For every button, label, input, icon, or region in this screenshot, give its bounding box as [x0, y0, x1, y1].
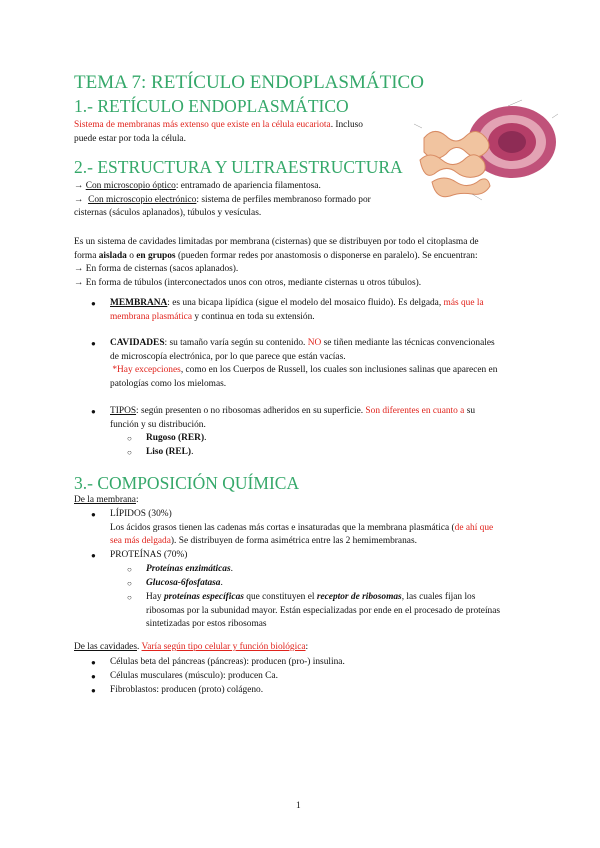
endoplasmic-reticulum-illustration — [412, 98, 560, 202]
s2-microscopy: → Con microscopio óptico: entramado de apariencia filamentosa. → Con microscopio electrónico: sistema de perfiles membranoso formado por cisternas (sáculos aplanados), túbulos y vesículas. — [74, 181, 371, 218]
section-3-heading: 3.- COMPOSICIÓN QUÍMICA — [74, 473, 300, 493]
circle-bullet-icon: ○ — [127, 579, 132, 588]
bullet-icon: ● — [91, 686, 96, 695]
optical-microscope-label: Con microscopio óptico — [85, 181, 176, 191]
bullet-icon: ● — [91, 551, 96, 560]
s1-red-text: Sistema de membranas más extenso que existe en la célula eucariota — [74, 120, 331, 130]
glucosa-6fosfatasa-item: Glucosa-6fosfatasa. — [146, 578, 223, 588]
membrana-item: MEMBRANA: es una bicapa lipídica (sigue el modelo del mosaico fluido). Es delgada, más que la membrana plasmática y continua en toda su extensión. — [110, 298, 484, 322]
circle-bullet-icon: ○ — [127, 593, 132, 602]
cavidades-item: CAVIDADES: su tamaño varía según su contenido. NO se tiñen mediante las técnicas convencionales de microscopía electrónica, por lo que parece que están vacías. *Hay excepciones, como en los Cuerpos de Russell, los cuales son inclusiones salinas que aparecen en patologías como los mielomas. — [110, 338, 498, 389]
s2-description: Es un sistema de cavidades limitadas por membrana (cisternas) que se distribuyen por todo el citoplasma de forma aislada o en grupos (pueden formar redes por anastomosis o disponerse en paralelo). Se encuentran: → En forma de cisternas (sacos aplanados). → En forma de túbulos (interconectados unos con otros, mediante cisternas u otros túbulos). — [74, 237, 479, 288]
rer-item: Rugoso (RER). — [146, 433, 207, 443]
section-2-heading: 2.- ESTRUCTURA Y ULTRAESTRUCTURA — [74, 157, 403, 177]
cavity-item-muscle-cells: Células musculares (músculo): producen Ca. — [110, 671, 278, 681]
proteinas-item: PROTEÍNAS (70%) — [110, 550, 188, 560]
bullet-icon: ● — [91, 672, 96, 681]
tipos-item: TIPOS: según presenten o no ribosomas adheridos en su superficie. Son diferentes en cuanto a su función y su distribución. — [110, 406, 476, 430]
s1-paragraph: Sistema de membranas más extenso que existe en la célula eucariota. Incluso puede estar por toda la célula. — [74, 120, 363, 144]
proteinas-especificas-item: Hay proteínas específicas que constituyen el receptor de ribosomas, las cuales fijan los ribosomas por la subunidad mayor. Están especializadas por ende en el procesado de proteínas sintetizadas por estos ribosomas — [146, 592, 501, 629]
circle-bullet-icon: ○ — [127, 434, 132, 443]
section-1-heading: 1.- RETÍCULO ENDOPLASMÁTICO — [74, 96, 349, 116]
electron-microscope-label: Con microscopio electrónico — [88, 194, 197, 205]
proteinas-enzimaticas-item: Proteínas enzimáticas. — [146, 564, 233, 574]
bullet-icon: ● — [91, 407, 96, 416]
rel-item: Liso (REL). — [146, 447, 194, 457]
cavities-composition-heading: De las cavidades. Varía según tipo celular y función biológica: — [74, 642, 309, 652]
document-title: TEMA 7: RETÍCULO ENDOPLASMÁTICO — [74, 72, 424, 93]
bullet-icon: ● — [91, 339, 96, 348]
page-number: 1 — [296, 801, 301, 811]
cavity-item-fibroblasts: Fibroblastos: producen (proto) colágeno. — [110, 685, 264, 695]
circle-bullet-icon: ○ — [127, 565, 132, 574]
lipidos-item: LÍPIDOS (30%) Los ácidos grasos tienen las cadenas más cortas e insaturadas que la membrana plasmática (de ahí que sea más delgada). Se distribuyen de forma asimétrica entre las 2 hemimembranas. — [110, 509, 494, 546]
circle-bullet-icon: ○ — [127, 448, 132, 457]
bullet-icon: ● — [91, 510, 96, 519]
membrane-composition-heading: De la membrana: — [74, 495, 139, 505]
bullet-icon: ● — [91, 299, 96, 308]
bullet-icon: ● — [91, 658, 96, 667]
cavity-item-beta-cells: Células beta del páncreas (páncreas): producen (pro-) insulina. — [110, 657, 345, 667]
